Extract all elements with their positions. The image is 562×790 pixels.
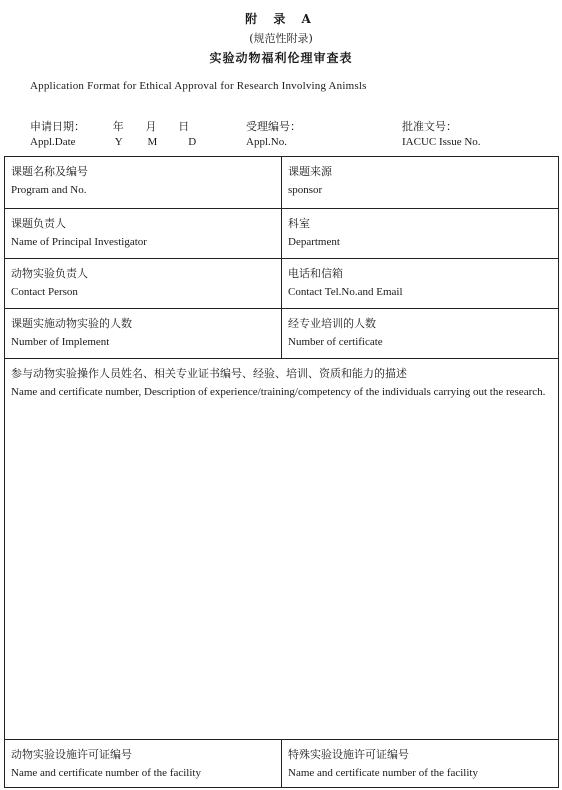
cell-label-cn: 参与动物实验操作人员姓名、相关专业证书编号、经验、培训、资质和能力的描述	[11, 368, 407, 380]
sponsor-cell[interactable]	[282, 157, 559, 209]
cell-label-cn: 动物实验设施许可证编号	[11, 749, 132, 761]
cell-label-en: Program and No.	[11, 184, 87, 196]
number-implement-cell[interactable]	[5, 309, 282, 359]
facility-license-cell[interactable]	[5, 740, 282, 788]
table-row	[5, 309, 559, 359]
day-label-cn: 日	[178, 121, 190, 133]
appendix-label: 附 录 A	[245, 12, 317, 26]
acceptance-label-cn: 受理编号：	[246, 121, 301, 133]
principal-investigator-cell[interactable]	[5, 209, 282, 259]
cell-label-cn: 动物实验负责人	[11, 268, 88, 280]
cell-label-cn: 课题实施动物实验的人数	[11, 318, 132, 330]
cell-label-cn: 特殊实验设施许可证编号	[288, 749, 409, 761]
contact-tel-email-cell[interactable]	[282, 259, 559, 309]
application-date	[30, 118, 218, 148]
date-label-en: Appl.Date	[30, 136, 76, 148]
month-label-en: M	[147, 136, 158, 148]
table-row	[5, 157, 559, 209]
special-facility-license-cell[interactable]	[282, 740, 559, 788]
cell-label-cn: 经专业培训的人数	[288, 318, 376, 330]
number-certificate-cell[interactable]	[282, 309, 559, 359]
day-label-en: D	[188, 136, 197, 148]
contact-person-cell[interactable]	[5, 259, 282, 309]
cell-label-cn: 科室	[288, 218, 310, 230]
program-name-cell[interactable]	[5, 157, 282, 209]
table-row	[5, 209, 559, 259]
review-form-table	[4, 156, 559, 788]
year-label-en: Y	[114, 136, 123, 148]
date-label-cn: 申请日期：	[30, 121, 85, 133]
cell-label-cn: 电话和信箱	[288, 268, 343, 280]
cell-label-en: sponsor	[288, 184, 323, 196]
table-row	[5, 740, 559, 788]
cell-label-en: Name of Principal Investigator	[11, 236, 147, 248]
acceptance-label-en: Appl.No.	[246, 136, 287, 148]
cell-label-cn: 课题名称及编号	[11, 166, 88, 178]
table-row	[5, 259, 559, 309]
cell-label-en: Name and certificate number of the facility	[11, 767, 201, 779]
acceptance-number	[246, 118, 301, 148]
cell-label-en: Number of certificate	[288, 336, 383, 348]
table-row	[5, 359, 559, 740]
form-title-en: Application Format for Ethical Approval for Research Involving Animsls	[30, 80, 367, 92]
approval-number	[402, 118, 481, 148]
cell-label-en: Department	[288, 236, 340, 248]
cell-label-en: Name and certificate number, Description of experience/training/competency of the individuals carrying out the research.	[11, 386, 546, 398]
cell-label-en: Name and certificate number of the facility	[288, 767, 478, 779]
cell-label-en: Contact Person	[11, 286, 78, 298]
approval-label-en: IACUC Issue No.	[402, 136, 481, 148]
cell-label-en: Contact Tel.No.and Email	[288, 286, 403, 298]
year-label-cn: 年	[112, 121, 124, 133]
cell-label-cn: 课题来源	[288, 166, 332, 178]
cell-label-en: Number of Implement	[11, 336, 110, 348]
normative-label: (规范性附录)	[249, 32, 313, 45]
approval-label-cn: 批准文号：	[402, 121, 457, 133]
month-label-cn: 月	[145, 121, 157, 133]
cell-label-cn: 课题负责人	[11, 218, 66, 230]
personnel-description-cell[interactable]	[5, 359, 559, 740]
form-title: 实验动物福利伦理审查表	[209, 51, 353, 65]
department-cell[interactable]	[282, 209, 559, 259]
